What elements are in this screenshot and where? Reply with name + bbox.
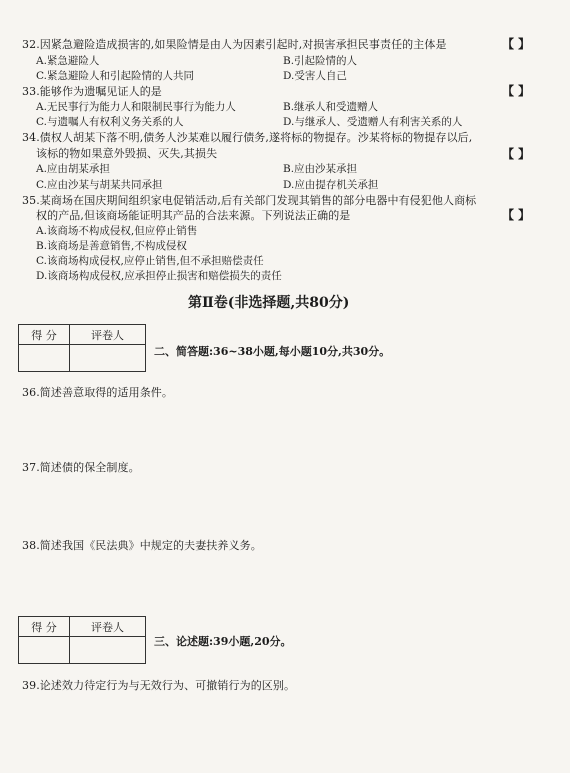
- q33-option-d: D.与继承人、受遗赠人有利害关系的人: [283, 116, 463, 128]
- q34-option-a: A.应由胡某承担: [36, 163, 110, 175]
- score-box-section-3: [18, 616, 146, 664]
- grader-cell[interactable]: [70, 637, 146, 664]
- q35-option-a: A.该商场不构成侵权,但应停止销售: [36, 225, 198, 237]
- q35-option-b: B.该商场是善意销售,不构成侵权: [36, 240, 187, 252]
- score-box-section-2: [18, 324, 146, 372]
- score-label: 得 分: [19, 325, 70, 345]
- q35-option-c: C.该商场构成侵权,应停止销售,但不承担赔偿责任: [36, 255, 264, 267]
- q32-stem: 32.因紧急避险造成损害的,如果险情是由人为因素引起时,对损害承担民事责任的主体是: [22, 38, 447, 51]
- q33-option-c: C.与遗嘱人有权利义务关系的人: [36, 116, 184, 128]
- q33-stem: 33.能够作为遗嘱见证人的是: [22, 85, 162, 98]
- q32-answer-bracket: 【 】: [502, 37, 531, 51]
- q35-stem-line-1: 35.某商场在国庆期间组织家电促销活动,后有关部门发现其销售的部分电器中有侵犯他人商标: [22, 194, 477, 207]
- q36-stem: 36.简述善意取得的适用条件。: [22, 386, 173, 399]
- q35-answer-bracket: 【 】: [502, 208, 531, 222]
- q35-stem-line-2: 权的产品,但该商场能证明其产品的合法来源。下列说法正确的是: [36, 209, 351, 222]
- q32-option-b: B.引起险情的人: [283, 55, 358, 67]
- q34-stem-line-1: 34.债权人胡某下落不明,债务人沙某难以履行债务,遂将标的物提存。沙某将标的物提存以后,: [22, 131, 473, 144]
- q32-option-d: D.受害人自己: [283, 70, 347, 82]
- q34-answer-bracket: 【 】: [502, 147, 531, 161]
- score-label: 得 分: [19, 617, 70, 637]
- section-2-heading: 二、简答题:36~38小题,每小题10分,共30分。: [154, 345, 391, 358]
- q37-stem: 37.简述债的保全制度。: [22, 461, 140, 474]
- q33-option-b: B.继承人和受遗赠人: [283, 101, 379, 113]
- score-cell[interactable]: [19, 637, 70, 664]
- q38-stem: 38.简述我国《民法典》中规定的夫妻扶养义务。: [22, 539, 262, 552]
- q34-option-d: D.应由提存机关承担: [283, 179, 379, 191]
- grader-label: 评卷人: [70, 325, 146, 345]
- q32-option-c: C.紧急避险人和引起险情的人共同: [36, 70, 194, 82]
- q39-stem: 39.论述效力待定行为与无效行为、可撤销行为的区别。: [22, 679, 296, 692]
- q34-option-b: B.应由沙某承担: [283, 163, 358, 175]
- q35-option-d: D.该商场构成侵权,应承担停止损害和赔偿损失的责任: [36, 270, 282, 282]
- score-cell[interactable]: [19, 345, 70, 372]
- grader-cell[interactable]: [70, 345, 146, 372]
- q34-stem-line-2: 该标的物如果意外毁损、灭失,其损失: [36, 147, 218, 160]
- q32-option-a: A.紧急避险人: [36, 55, 100, 67]
- q33-answer-bracket: 【 】: [502, 84, 531, 98]
- grader-label: 评卷人: [70, 617, 146, 637]
- section-3-heading: 三、论述题:39小题,20分。: [154, 635, 292, 648]
- part-two-title: 第Ⅱ卷(非选择题,共80分): [188, 295, 350, 311]
- q34-option-c: C.应由沙某与胡某共同承担: [36, 179, 163, 191]
- q33-option-a: A.无民事行为能力人和限制民事行为能力人: [36, 101, 236, 113]
